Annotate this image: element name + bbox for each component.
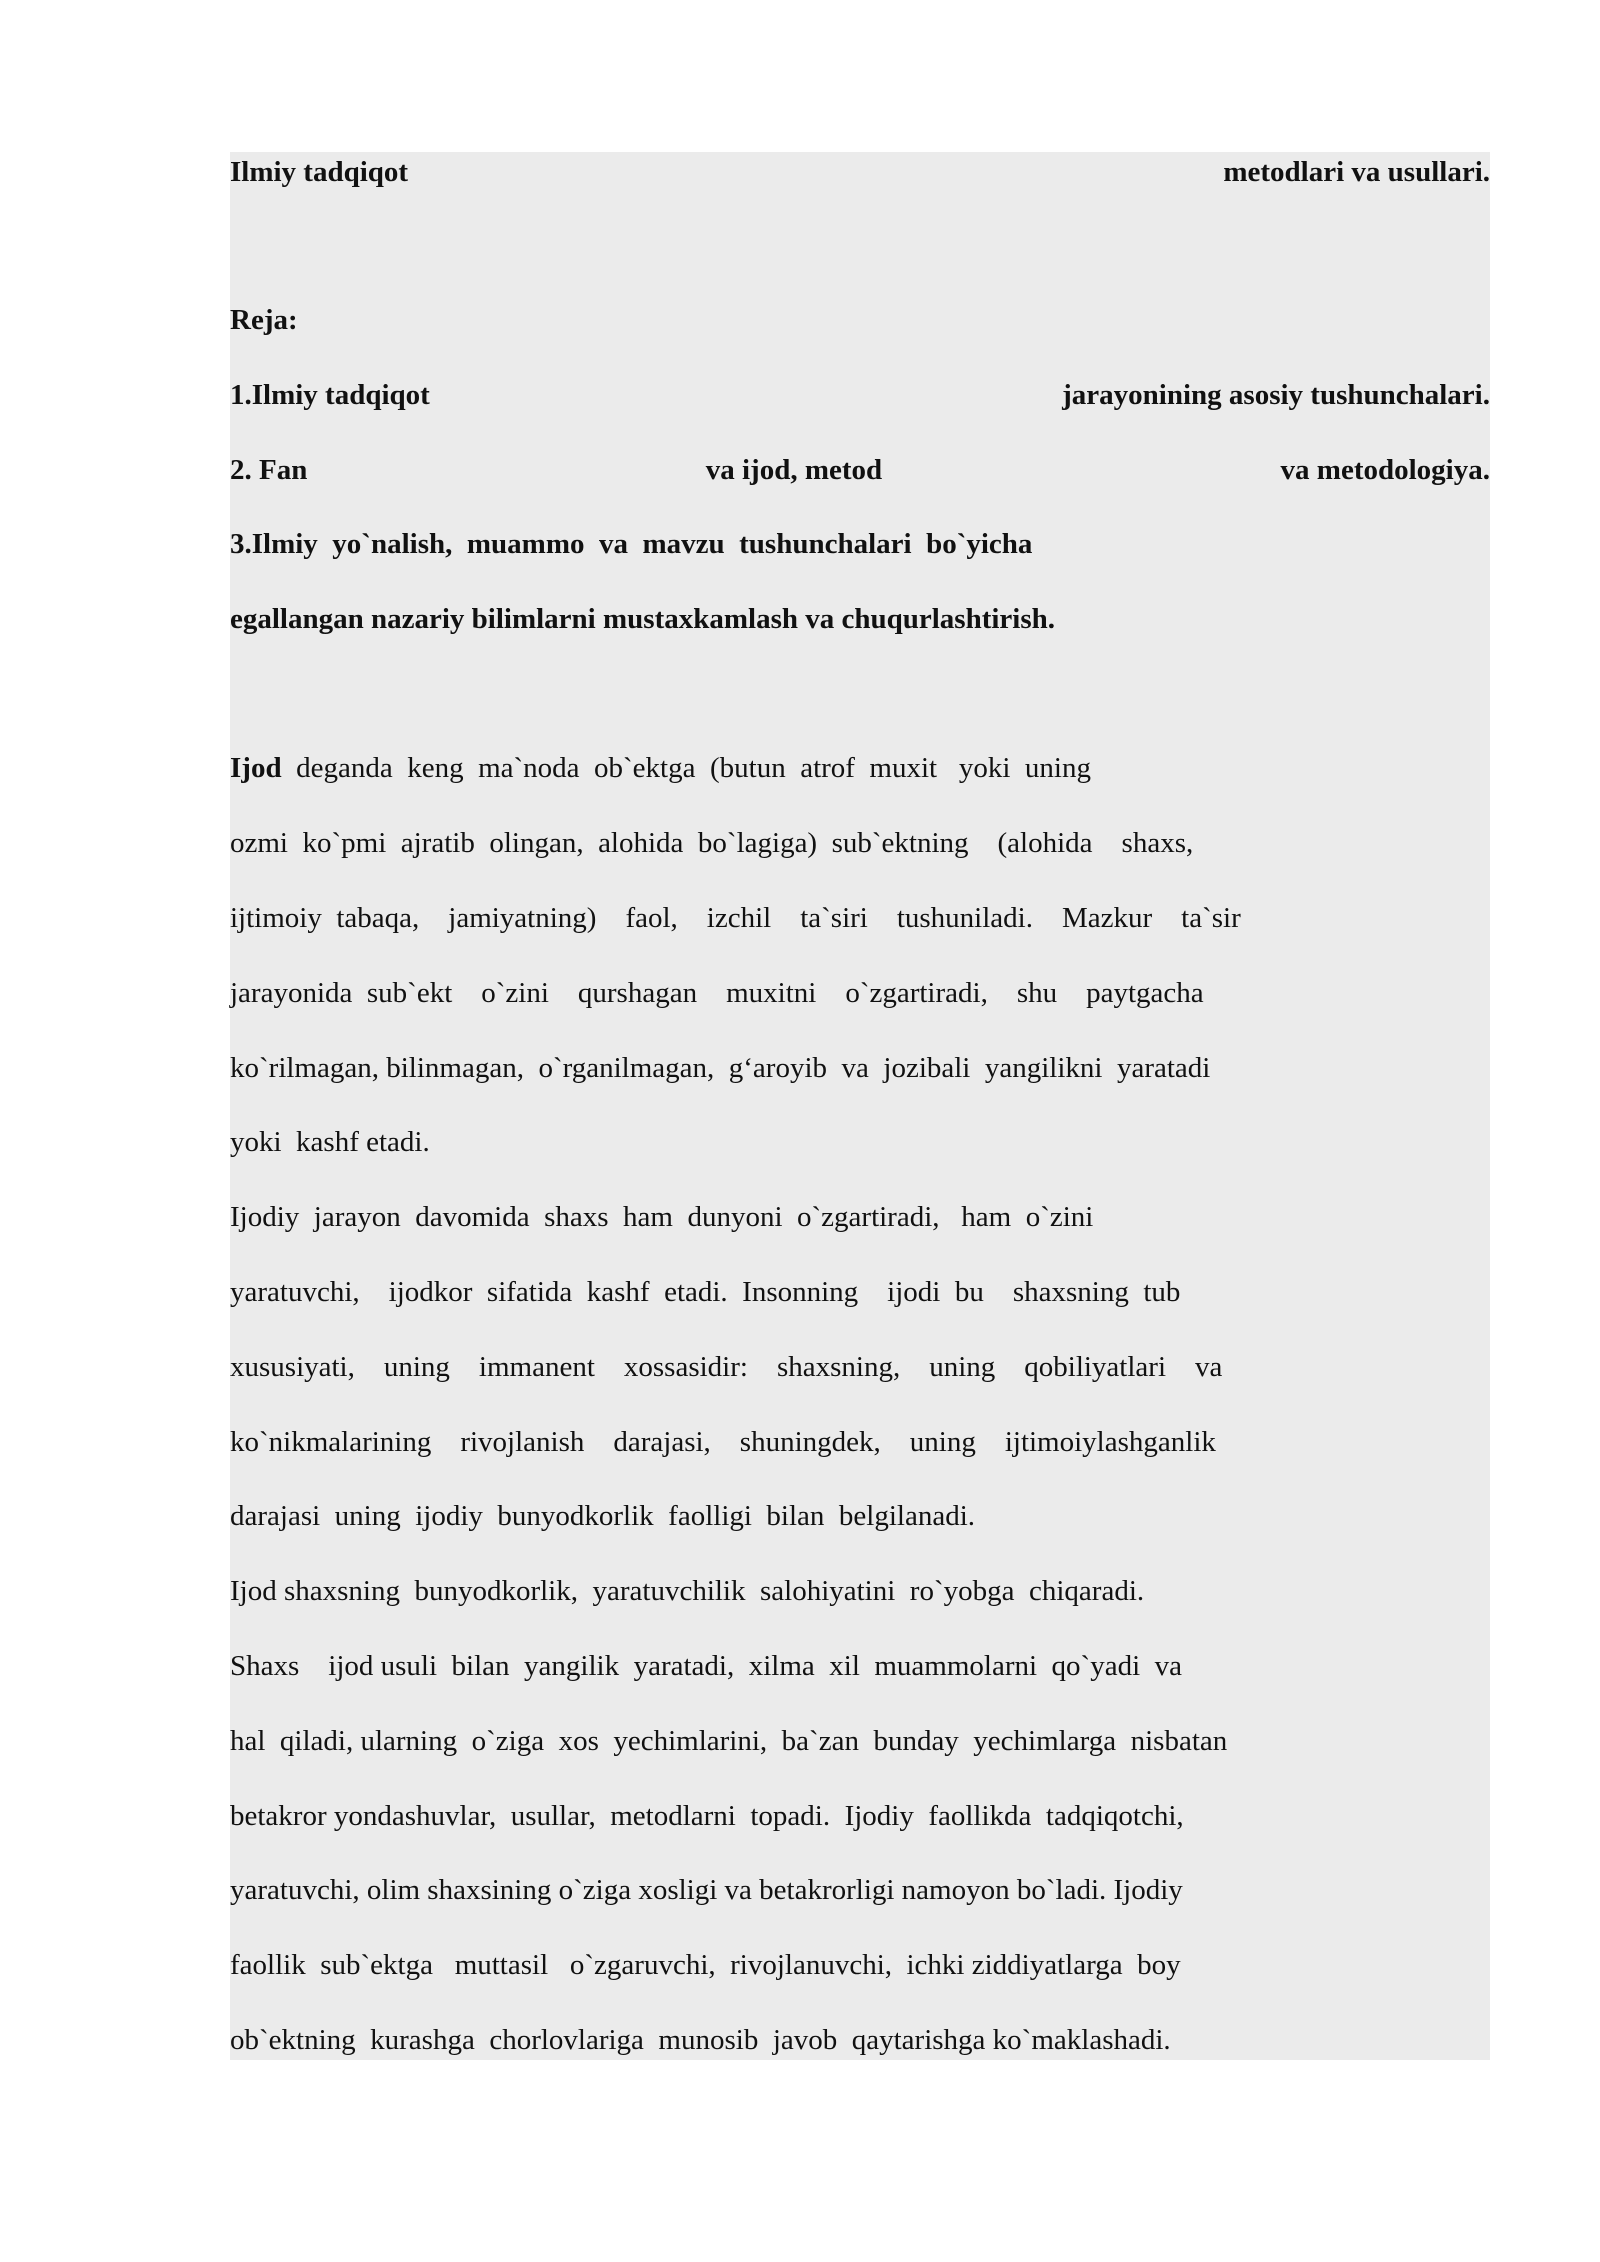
body-line: ozmi ko`pmi ajratib olingan, alohida bo`lagiga) sub`ektning (alohida shaxs, <box>230 827 1194 859</box>
plan-item-1 <box>230 377 1490 413</box>
body-line-1 <box>230 750 1490 786</box>
document-title <box>230 154 1490 190</box>
plan-item-2-part-3: va metodologiya. <box>1280 454 1490 486</box>
body-line: jarayonida sub`ekt o`zini qurshagan muxitni o`zgartiradi, shu paytgacha <box>230 977 1204 1009</box>
plan-item-1-part-1: 1.Ilmiy tadqiqot <box>230 379 430 411</box>
body-line: Ijodiy jarayon davomida shaxs ham dunyoni o`zgartiradi, ham o`zini <box>230 1201 1094 1233</box>
body-line: yoki kashf etadi. <box>230 1126 430 1158</box>
body-line: yaratuvchi, olim shaxsining o`ziga xosligi va betakrorligi namoyon bo`ladi. Ijodiy <box>230 1874 1183 1906</box>
body-line: faollik sub`ektga muttasil o`zgaruvchi, rivojlanuvchi, ichki ziddiyatlarga boy <box>230 1949 1181 1981</box>
body-line: yaratuvchi, ijodkor sifatida kashf etadi. Insonning ijodi bu shaxsning tub <box>230 1276 1181 1308</box>
lead-term: Ijod <box>230 752 282 784</box>
body-line: betakror yondashuvlar, usullar, metodlarni topadi. Ijodiy faollikda tadqiqotchi, <box>230 1800 1184 1832</box>
plan-item-2-part-1: 2. Fan <box>230 454 308 486</box>
plan-item-1-part-2: jarayonining asosiy tushunchalari. <box>1062 379 1490 411</box>
body-line: hal qiladi, ularning o`ziga xos yechimlarini, ba`zan bunday yechimlarga nisbatan <box>230 1725 1228 1757</box>
body-line: xususiyati, uning immanent xossasidir: shaxsning, uning qobiliyatlari va <box>230 1351 1223 1383</box>
body-line: ijtimoiy tabaqa, jamiyatning) faol, izchil ta`siri tushuniladi. Mazkur ta`sir <box>230 902 1241 934</box>
plan-item-3-line-1: 3.Ilmiy yo`nalish, muammo va mavzu tushunchalari bo`yicha <box>230 528 1033 560</box>
body-line: ko`rilmagan, bilinmagan, o`rganilmagan, g‘aroyib va jozibali yangilikni yaratadi <box>230 1052 1211 1084</box>
plan-item-2-part-2: va ijod, metod <box>705 454 883 486</box>
document-page <box>230 152 1490 2060</box>
title-part-2: metodlari va usullari. <box>1223 156 1490 188</box>
plan-item-3-line-2: egallangan nazariy bilimlarni mustaxkamlash va chuqurlashtirish. <box>230 603 1056 635</box>
body-line-1-rest: deganda keng ma`noda ob`ektga (butun atrof muxit yoki uning <box>281 752 1091 784</box>
body-line: ko`nikmalarining rivojlanish darajasi, shuningdek, uning ijtimoiylashganlik <box>230 1426 1216 1458</box>
body-line: darajasi uning ijodiy bunyodkorlik faolligi bilan belgilanadi. <box>230 1500 976 1532</box>
body-line: Shaxs ijod usuli bilan yangilik yaratadi, xilma xil muammolarni qo`yadi va <box>230 1650 1183 1682</box>
title-part-1: Ilmiy tadqiqot <box>230 156 409 188</box>
plan-item-2 <box>230 452 1490 488</box>
body-line: Ijod shaxsning bunyodkorlik, yaratuvchilik salohiyatini ro`yobga chiqaradi. <box>230 1575 1145 1607</box>
body-line: ob`ektning kurashga chorlovlariga munosib javob qaytarishga ko`maklashadi. <box>230 2024 1171 2056</box>
plan-heading: Reja: <box>230 304 298 336</box>
